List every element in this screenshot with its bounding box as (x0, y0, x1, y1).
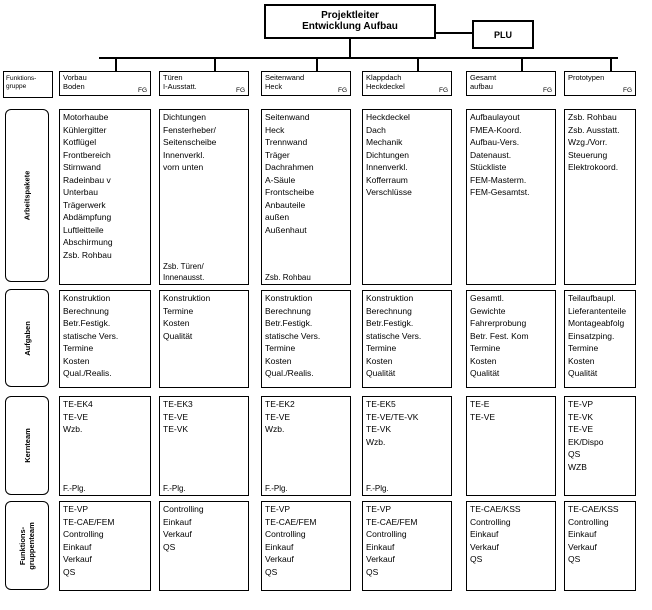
arbeitspakete-item: Innenverkl. (163, 149, 205, 160)
aufgaben-item: Termine (163, 305, 194, 316)
arbeitspakete-item: Motorhaube (63, 112, 109, 122)
team-item: Verkauf (63, 554, 92, 564)
column-header-label: Seitenwand Heck (265, 73, 305, 91)
arbeitspakete-item: Zsb. Ausstatt. (568, 124, 620, 135)
column-header-label: Klappdach Heckdeckel (366, 73, 405, 91)
team-item: TE-CAE/FEM (366, 516, 418, 527)
connector-col-1 (214, 58, 216, 71)
aufgaben-item: Fahrerprobung (470, 318, 527, 328)
arbeitspakete-item: Anbauteile (265, 199, 306, 210)
kernteam-item: Wzb. (366, 436, 386, 447)
aufgaben-item: Teilaufbaupl. (568, 293, 616, 303)
arbeitspakete-item: Verschlüsse (366, 187, 412, 197)
team-item: Einkauf (63, 541, 92, 552)
arbeitspakete-box-1 (159, 109, 249, 285)
column-header-5 (564, 71, 636, 96)
connector-col-3 (417, 58, 419, 71)
aufgaben-item: Betr.Festigk. (265, 318, 313, 328)
arbeitspakete-item: Aufbau-Vers. (470, 137, 520, 147)
aufgaben-item: Kosten (163, 318, 190, 328)
kernteam-bottom-label: F.-Plg. (265, 484, 288, 493)
kernteam-item: TE-E (470, 399, 490, 409)
kernteam-item: TE-VE (470, 411, 496, 422)
arbeitspakete-item: Dichtungen (163, 112, 207, 122)
connector-col-0 (115, 58, 117, 71)
aufgaben-box-2 (261, 290, 351, 388)
kernteam-item: TE-VK (366, 424, 392, 434)
connector-col-5 (610, 58, 612, 71)
arbeitspakete-item: Seitenwand (265, 112, 310, 122)
aufgaben-item: Kosten (470, 355, 497, 366)
team-item: Controlling (265, 529, 306, 539)
kernteam-item: TE-VE (265, 411, 291, 422)
connector-horizontal (99, 57, 618, 59)
aufgaben-item: Gesamtl. (470, 293, 505, 303)
arbeitspakete-item: Dach (366, 124, 386, 135)
kernteam-item: Wzb. (265, 424, 285, 434)
arbeitspakete-item: Kühlergitter (63, 124, 107, 135)
column-header-3 (362, 71, 452, 96)
aufgaben-item: Lieferantenteile (568, 305, 627, 316)
fg-label: FG (235, 87, 245, 94)
team-box-4 (466, 501, 556, 591)
aufgaben-item: statische Vers. (265, 330, 321, 341)
aufgaben-item: Termine (265, 343, 296, 353)
arbeitspakete-item: Wzg./Vorr. (568, 137, 608, 147)
team-item: Einkauf (366, 541, 395, 552)
team-item: TE-CAE/FEM (265, 516, 317, 527)
team-item: Verkauf (163, 529, 192, 539)
arbeitspakete-item: Steuerung (568, 149, 608, 160)
fg-label: FG (337, 87, 347, 94)
kernteam-item: TE-EK4 (63, 399, 93, 409)
aufgaben-item: Betr.Festigk. (366, 318, 414, 328)
arbeitspakete-item: A-Säule (265, 174, 296, 185)
team-item: Verkauf (470, 541, 499, 552)
kernteam-box-2 (261, 396, 351, 496)
arbeitspakete-item: Dachrahmen (265, 162, 314, 172)
arbeitspakete-box-5 (564, 109, 636, 285)
kernteam-bottom-label: F.-Plg. (366, 484, 389, 493)
arbeitspakete-item: Frontscheibe (265, 187, 315, 197)
team-box-0 (59, 501, 151, 591)
kernteam-item: TE-EK3 (163, 399, 193, 409)
arbeitspakete-item: Datenaust. (470, 149, 512, 160)
projektleiter-subtitle: Entwicklung Aufbau (302, 21, 398, 32)
team-item: TE-CAE/FEM (63, 516, 115, 527)
arbeitspakete-item: Abdämpfung (63, 212, 112, 222)
arbeitspakete-item: Heck (265, 124, 285, 135)
team-item: Einkauf (265, 541, 294, 552)
kernteam-item: TE-VE (63, 411, 89, 422)
aufgaben-item: Kosten (366, 355, 393, 366)
arbeitspakete-item: Fensterheber/ (163, 124, 216, 135)
kernteam-item: TE-VP (568, 399, 594, 409)
team-item: TE-CAE/KSS (568, 504, 619, 514)
arbeitspakete-item: Träger (265, 149, 290, 160)
kernteam-item: TE-VE/TE-VK (366, 411, 419, 422)
arbeitspakete-item: Heckdeckel (366, 112, 410, 122)
team-item: Controlling (366, 529, 407, 539)
connector-col-4 (521, 58, 523, 71)
row-label-kernteam: Kernteam (5, 396, 49, 495)
column-header-2 (261, 71, 351, 96)
team-item: Verkauf (265, 554, 294, 564)
kernteam-item: TE-VE (163, 411, 189, 422)
team-box-2 (261, 501, 351, 591)
column-header-4 (466, 71, 556, 96)
team-item: QS (163, 541, 176, 552)
arbeitspakete-item: Zsb. Rohbau (63, 249, 112, 260)
team-item: TE-VP (366, 504, 392, 514)
aufgaben-item: Termine (366, 343, 397, 353)
arbeitspakete-item: Außenhaut (265, 224, 307, 235)
row-label-arbeitspakete: Arbeitspakete (5, 109, 49, 282)
arbeitspakete-item: FEM-Masterm. (470, 174, 527, 185)
kernteam-box-3 (362, 396, 452, 496)
column-header-label: Türen I-Ausstatt. (163, 73, 197, 91)
arbeitspakete-item: Unterbau (63, 187, 98, 197)
aufgaben-item: Qualität (470, 368, 500, 378)
team-item: Controlling (163, 504, 204, 514)
kernteam-box-4 (466, 396, 556, 496)
team-item: Verkauf (568, 541, 597, 552)
arbeitspakete-item: Mechanik (366, 137, 403, 147)
arbeitspakete-item: Seitenscheibe (163, 137, 217, 147)
row-label-aufgaben: Aufgaben (5, 289, 49, 387)
row-label-funktionsgruppe: Funktions- gruppe (3, 71, 53, 98)
aufgaben-item: Qualität (366, 368, 396, 378)
aufgaben-item: Konstruktion (366, 293, 414, 303)
team-item: Controlling (470, 516, 511, 527)
aufgaben-item: Termine (63, 343, 94, 353)
team-box-1 (159, 501, 249, 591)
aufgaben-item: Qualität (163, 330, 193, 341)
arbeitspakete-item: Stückliste (470, 162, 507, 172)
aufgaben-item: Termine (470, 343, 501, 353)
aufgaben-box-1 (159, 290, 249, 388)
kernteam-item: Wzb. (63, 424, 83, 434)
aufgaben-item: Berechnung (366, 305, 412, 316)
fg-label: FG (542, 87, 552, 94)
arbeitspakete-item: Zsb. Rohbau (568, 112, 617, 122)
kernteam-box-0 (59, 396, 151, 496)
aufgaben-item: Kosten (63, 355, 90, 366)
kernteam-item: TE-VE (568, 424, 594, 434)
arbeitspakete-item: Frontbereich (63, 149, 111, 160)
team-box-5 (564, 501, 636, 591)
arbeitspakete-box-0 (59, 109, 151, 285)
connector-main-down (349, 39, 351, 58)
team-item: QS (568, 554, 581, 564)
team-item: QS (265, 566, 278, 577)
team-item: QS (63, 566, 76, 577)
arbeitspakete-bottom-label: Zsb. Rohbau (265, 273, 311, 282)
arbeitspakete-item: Dichtungen (366, 149, 410, 160)
projektleiter-title: Projektleiter (321, 10, 379, 21)
kernteam-item: TE-VK (568, 411, 594, 422)
aufgaben-item: Berechnung (265, 305, 311, 316)
arbeitspakete-item: Abschirmung (63, 237, 113, 247)
aufgaben-item: Konstruktion (163, 293, 211, 303)
column-header-label: Vorbau Boden (63, 73, 87, 91)
team-box-3 (362, 501, 452, 591)
aufgaben-item: Gewichte (470, 305, 506, 316)
arbeitspakete-item: Aufbaulayout (470, 112, 520, 122)
team-item: Einkauf (163, 516, 192, 527)
team-item: TE-VP (265, 504, 291, 514)
aufgaben-item: Kosten (265, 355, 292, 366)
fg-label: FG (622, 87, 632, 94)
column-header-0 (59, 71, 151, 96)
column-header-1 (159, 71, 249, 96)
arbeitspakete-item: Elektrokoord. (568, 162, 619, 172)
arbeitspakete-item: außen (265, 212, 290, 222)
column-header-label: Prototypen (568, 73, 605, 82)
kernteam-item: WZB (568, 461, 587, 472)
aufgaben-item: Berechnung (63, 305, 109, 316)
team-item: QS (470, 554, 483, 564)
column-header-label: Gesamt aufbau (470, 73, 497, 91)
aufgaben-item: Konstruktion (265, 293, 313, 303)
projektleiter-box (264, 4, 436, 39)
arbeitspakete-item: vorn unten (163, 162, 204, 172)
aufgaben-item: Einsatzping. (568, 330, 615, 341)
kernteam-box-1 (159, 396, 249, 496)
kernteam-bottom-label: F.-Plg. (63, 484, 86, 493)
arbeitspakete-box-4 (466, 109, 556, 285)
arbeitspakete-item: FEM-Gesamtst. (470, 187, 530, 197)
aufgaben-item: Konstruktion (63, 293, 111, 303)
kernteam-box-5 (564, 396, 636, 496)
aufgaben-item: Qualität (568, 368, 598, 378)
arbeitspakete-item: Kofferraum (366, 174, 408, 185)
plu-label: PLU (494, 30, 512, 40)
arbeitspakete-box-3 (362, 109, 452, 285)
aufgaben-item: Betr. Fest. Kom (470, 330, 529, 341)
aufgaben-box-3 (362, 290, 452, 388)
team-item: QS (366, 566, 379, 577)
team-item: TE-VP (63, 504, 89, 514)
team-item: Einkauf (568, 529, 597, 539)
aufgaben-item: Qual./Realis. (63, 368, 112, 378)
arbeitspakete-box-2 (261, 109, 351, 285)
aufgaben-box-5 (564, 290, 636, 388)
team-item: Controlling (63, 529, 104, 539)
aufgaben-item: statische Vers. (63, 330, 119, 341)
aufgaben-item: statische Vers. (366, 330, 422, 341)
aufgaben-box-0 (59, 290, 151, 388)
kernteam-item: TE-EK2 (265, 399, 295, 409)
kernteam-item: EK/Dispo (568, 436, 604, 447)
kernteam-item: TE-VK (163, 424, 189, 434)
arbeitspakete-item: Kotflügel (63, 137, 97, 147)
arbeitspakete-item: Trennwand (265, 137, 308, 147)
kernteam-item: QS (568, 449, 581, 459)
arbeitspakete-item: Stirnwand (63, 162, 101, 172)
aufgaben-item: Betr.Festigk. (63, 318, 111, 328)
kernteam-bottom-label: F.-Plg. (163, 484, 186, 493)
connector-plu (436, 32, 472, 34)
aufgaben-item: Qual./Realis. (265, 368, 314, 378)
plu-box (472, 20, 534, 49)
arbeitspakete-bottom-label: Zsb. Türen/ Innenausst. (163, 262, 205, 282)
aufgaben-box-4 (466, 290, 556, 388)
team-item: Einkauf (470, 529, 499, 539)
team-item: TE-CAE/KSS (470, 504, 521, 514)
aufgaben-item: Kosten (568, 355, 595, 366)
arbeitspakete-item: FMEA-Koord. (470, 124, 522, 135)
arbeitspakete-item: Radeinbau v (63, 174, 111, 185)
fg-label: FG (137, 87, 147, 94)
kernteam-item: TE-EK5 (366, 399, 396, 409)
arbeitspakete-item: Trägerwerk (63, 199, 106, 210)
team-item: Controlling (568, 516, 609, 527)
connector-col-2 (316, 58, 318, 71)
team-item: Verkauf (366, 554, 395, 564)
aufgaben-item: Montageabfolg (568, 318, 625, 328)
row-label-funktionsgruppenteam: Funktions- gruppenteam (5, 501, 49, 590)
arbeitspakete-item: Luftleitteile (63, 224, 104, 235)
arbeitspakete-item: Innenverkl. (366, 162, 408, 172)
fg-label: FG (438, 87, 448, 94)
aufgaben-item: Termine (568, 343, 599, 353)
